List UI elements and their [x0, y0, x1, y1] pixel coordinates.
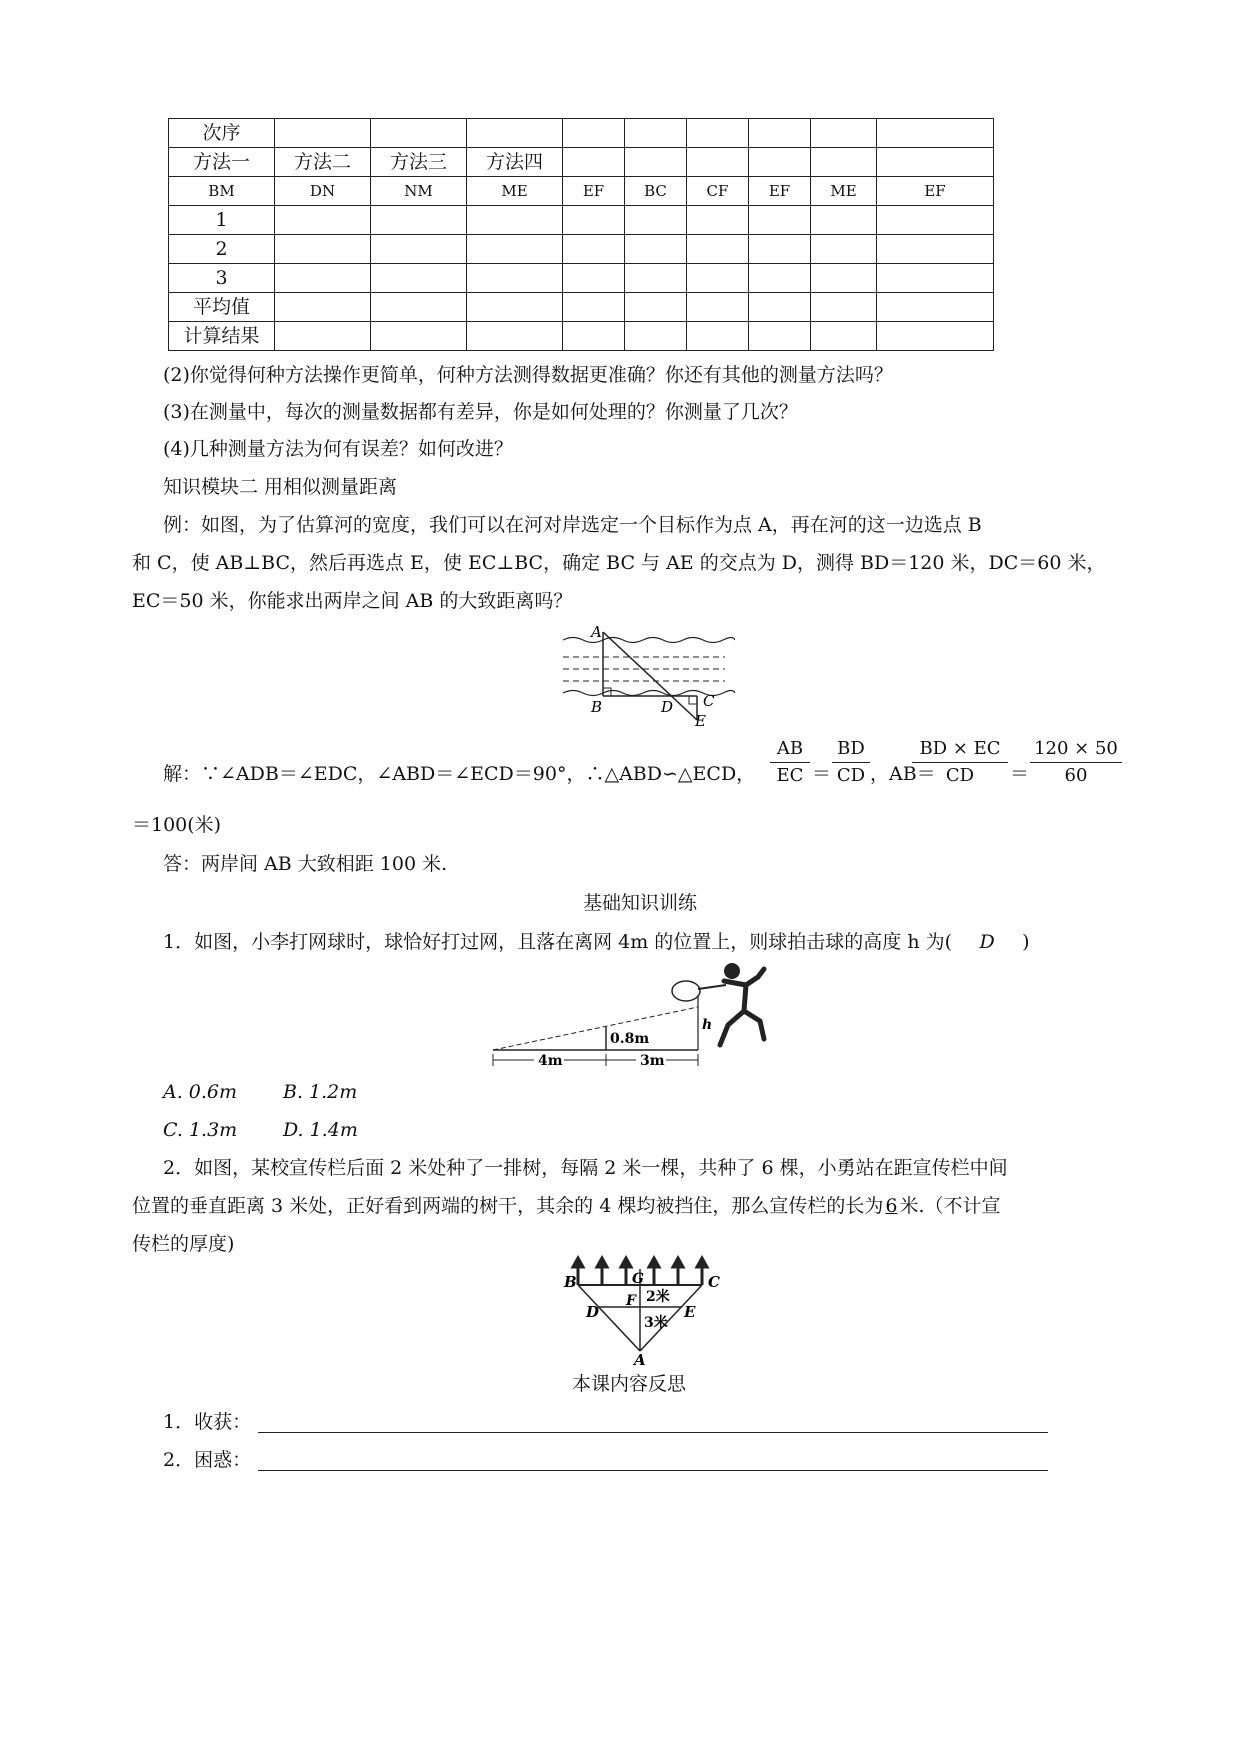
table-cell: BM — [169, 177, 275, 206]
distance-label: 4m — [538, 1053, 563, 1069]
section-heading: 本课内容反思 — [572, 1373, 687, 1395]
table-row — [169, 119, 994, 148]
table-cell: EF — [877, 177, 994, 206]
solution-text: 解：∵∠ADB＝∠EDC，∠ABD＝∠ECD＝90°，∴△ABD∽△ECD， — [163, 763, 756, 785]
point-label: A — [591, 624, 602, 641]
question-2-line-3: 传栏的厚度) — [132, 1233, 235, 1255]
equals-sign: ＝ — [1010, 763, 1030, 785]
table-cell: 2 — [169, 235, 275, 264]
tennis-figure — [488, 955, 788, 1070]
solution-text: ，AB＝ — [870, 763, 936, 785]
point-label: C — [703, 692, 715, 710]
section-heading: 知识模块二 用相似测量距离 — [163, 476, 398, 498]
confusion-answer-line[interactable] — [258, 1470, 1048, 1471]
table-cell: ME — [811, 177, 877, 206]
table-row — [169, 264, 994, 293]
table-cell: 方法二 — [275, 148, 371, 177]
table-cell: 方法四 — [467, 148, 563, 177]
point-label: E — [684, 1303, 696, 1321]
option-a: A. 0.6m — [163, 1081, 238, 1103]
question-2-answer: 6 — [885, 1195, 898, 1217]
table-cell: EF — [563, 177, 625, 206]
distance-label: 3m — [640, 1053, 665, 1069]
gain-answer-line[interactable] — [258, 1432, 1048, 1433]
table-row — [169, 235, 994, 264]
table-cell: NM — [371, 177, 467, 206]
distance-label: 2米 — [646, 1289, 670, 1305]
point-label: D — [661, 698, 674, 716]
example-line-1: 例：如图，为了估算河的宽度，我们可以在河对岸选定一个目标作为点 A，再在河的这一边选点 B — [163, 514, 982, 536]
table-row — [169, 177, 994, 206]
table-cell: BC — [625, 177, 687, 206]
billboard-figure — [560, 1255, 730, 1365]
fraction: BD × EC CD — [912, 738, 1008, 787]
table-cell: 平均值 — [169, 293, 275, 322]
distance-label: 3米 — [644, 1315, 668, 1331]
fraction: AB EC — [770, 738, 810, 787]
example-line-3: EC＝50 米，你能求出两岸之间 AB 的大致距离吗？ — [132, 590, 573, 612]
table-row — [169, 206, 994, 235]
measurement-table — [168, 118, 994, 351]
table-cell: CF — [687, 177, 749, 206]
point-label: G — [632, 1271, 644, 1287]
question-2: (2)你觉得何种方法操作更简单，何种方法测得数据更准确？你还有其他的测量方法吗？ — [163, 364, 893, 386]
point-label: E — [695, 712, 706, 728]
section-heading: 基础知识训练 — [583, 892, 698, 914]
player-head-icon — [724, 963, 740, 979]
fraction: 120 × 50 60 — [1030, 738, 1122, 787]
table-cell: ME — [467, 177, 563, 206]
example-line-2: 和 C，使 AB⊥BC，然后再选点 E，使 EC⊥BC，确定 BC 与 AE 的交点为 D，测得 BD＝120 米，DC＝60 米， — [132, 552, 1106, 574]
table-cell: EF — [749, 177, 811, 206]
question-2-line-2: 位置的垂直距离 3 米处，正好看到两端的树干，其余的 4 棵均被挡住，那么宣传栏的长为 6 米.（不计宣 — [132, 1195, 1001, 1217]
table-cell: DN — [275, 177, 371, 206]
reflection-confusion-label: 2．困惑： — [163, 1449, 252, 1471]
point-label: D — [586, 1303, 600, 1321]
table-cell: 1 — [169, 206, 275, 235]
player-icon — [720, 969, 764, 1045]
table-cell: 方法三 — [371, 148, 467, 177]
option-c: C. 1.3m — [163, 1119, 238, 1141]
net-height-label: 0.8m — [610, 1031, 650, 1047]
question-3: (3)在测量中，每次的测量数据都有差异，你是如何处理的？你测量了几次？ — [163, 401, 798, 423]
table-cell: 次序 — [169, 119, 275, 148]
river-figure — [555, 624, 735, 728]
height-label: h — [702, 1017, 713, 1033]
question-1-answer: D — [979, 931, 995, 953]
racket-icon — [672, 981, 700, 1001]
table-row — [169, 293, 994, 322]
question-1-text: 1．如图，小李打网球时，球恰好打过网，且落在离网 4m 的位置上，则球拍击球的高度 h 为( D ) — [163, 928, 1030, 956]
table-cell: 方法一 — [169, 148, 275, 177]
point-label: A — [634, 1351, 646, 1365]
point-label: C — [708, 1273, 720, 1291]
option-d: D. 1.4m — [283, 1119, 358, 1141]
option-b: B. 1.2m — [283, 1081, 358, 1103]
question-2-line-1: 2．如图，某校宣传栏后面 2 米处种了一排树，每隔 2 米一棵，共种了 6 棵，小勇站在距宣传栏中间 — [163, 1157, 1008, 1179]
question-4: (4)几种测量方法为何有误差？如何改进？ — [163, 438, 513, 460]
answer-text: 答：两岸间 AB 大致相距 100 米. — [163, 853, 448, 875]
table-cell: 3 — [169, 264, 275, 293]
table-row — [169, 322, 994, 351]
solution-result: ＝100(米) — [132, 814, 222, 836]
table-cell: 计算结果 — [169, 322, 275, 351]
equals-sign: ＝ — [812, 763, 832, 785]
point-label: F — [626, 1293, 636, 1309]
reflection-gain-label: 1．收获： — [163, 1411, 252, 1433]
point-label: B — [591, 698, 603, 716]
table-row — [169, 148, 994, 177]
point-label: B — [564, 1273, 577, 1291]
fraction: BD CD — [832, 738, 870, 787]
